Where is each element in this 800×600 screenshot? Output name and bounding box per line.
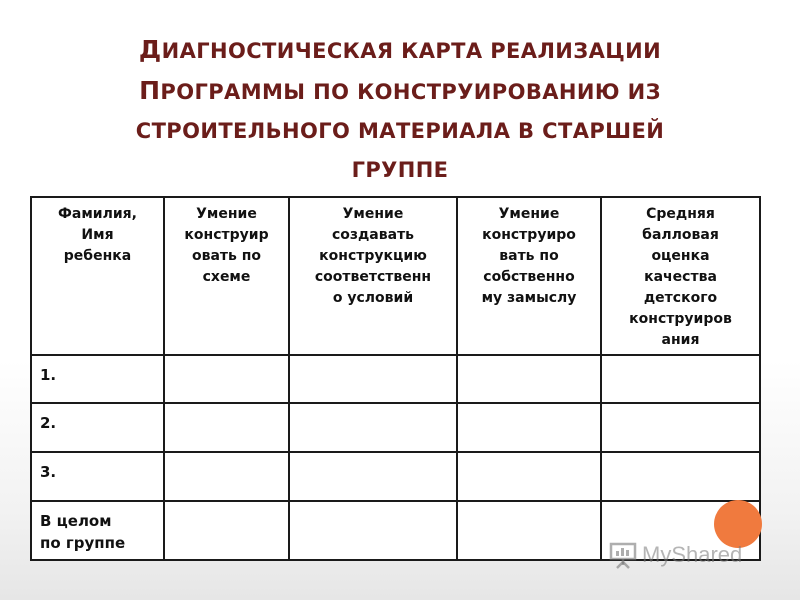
- table-cell[interactable]: [601, 355, 760, 404]
- table-cell[interactable]: [289, 501, 457, 560]
- table-cell[interactable]: [164, 501, 289, 560]
- table-cell[interactable]: [457, 452, 601, 501]
- row-label: 3.: [31, 452, 164, 501]
- table-cell[interactable]: [164, 452, 289, 501]
- row-label: 1.: [31, 355, 164, 404]
- table-cell[interactable]: [164, 355, 289, 404]
- title-line-1: ДИАГНОСТИЧЕСКАЯ КАРТА РЕАЛИЗАЦИИ: [138, 35, 662, 64]
- watermark: [608, 538, 768, 572]
- header-build-by-conditions: Умение создавать конструкцию соответственн о условий: [289, 197, 457, 355]
- presentation-board-icon: [608, 540, 638, 570]
- table-cell[interactable]: [601, 403, 760, 452]
- header-average-score: Средняя балловая оценка качества детского конструиров ания: [601, 197, 760, 355]
- table-cell[interactable]: [457, 355, 601, 404]
- header-build-by-scheme: Умение конструир овать по схеме: [164, 197, 289, 355]
- table-cell[interactable]: [457, 501, 601, 560]
- slide-title: [100, 30, 700, 190]
- table-row: [31, 403, 760, 452]
- table-cell[interactable]: [601, 452, 760, 501]
- table-cell[interactable]: [289, 355, 457, 404]
- table-row: [31, 355, 760, 404]
- header-build-own-idea: Умение конструиро вать по собственно му замыслу: [457, 197, 601, 355]
- table-cell[interactable]: [164, 403, 289, 452]
- table-cell[interactable]: [289, 452, 457, 501]
- table-header-row: [31, 197, 760, 355]
- title-line-3: СТРОИТЕЛЬНОГО МАТЕРИАЛА В СТАРШЕЙ: [135, 119, 665, 143]
- header-child-name: Фамилия, Имя ребенка: [31, 197, 164, 355]
- table-cell[interactable]: [289, 403, 457, 452]
- title-line-4: ГРУППЕ: [351, 158, 449, 182]
- watermark-text: MyShared: [642, 542, 743, 567]
- title-line-2: ПРОГРАММЫ ПО КОНСТРУИРОВАНИЮ ИЗ: [139, 76, 661, 105]
- diagnostic-table: [30, 196, 761, 561]
- table-cell[interactable]: [457, 403, 601, 452]
- row-label: 2.: [31, 403, 164, 452]
- row-label: В целом по группе: [31, 501, 164, 560]
- table-row: [31, 452, 760, 501]
